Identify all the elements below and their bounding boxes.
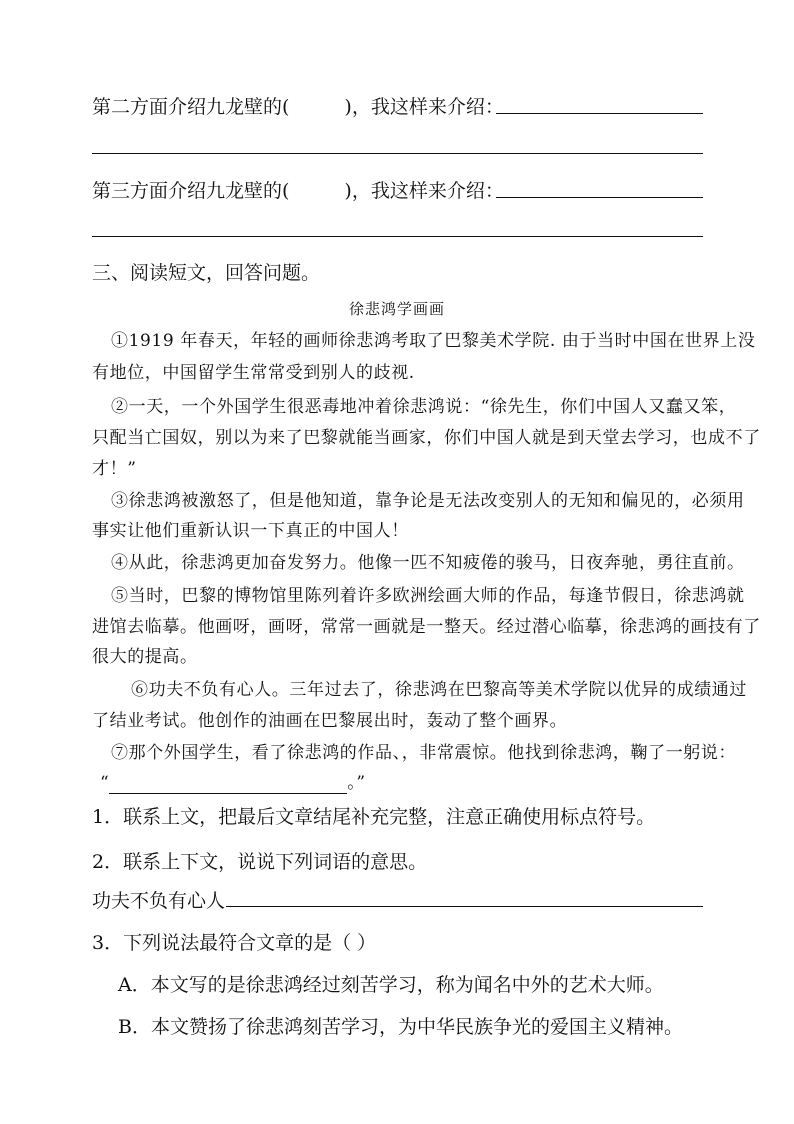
line-suffix: )，我这样来介绍：	[344, 180, 504, 202]
paragraph-line: 事实让他们重新认识一下真正的中国人！	[92, 521, 409, 541]
line-prefix: 第三方面介绍九龙壁的(	[92, 180, 290, 202]
paragraph-line: ③徐悲鸿被激怒了，但是他知道，靠争论是无法改变别人的无知和偏见的，必须用	[111, 491, 745, 511]
paragraph-line: 只配当亡国奴，别以为来了巴黎就能当画家，你们中国人就是到天堂去学习，也成不了	[92, 428, 761, 448]
quote-answer-blank[interactable]	[109, 773, 347, 794]
paragraph-line: ①1919 年春天，年轻的画师徐悲鸿考取了巴黎美术学院. 由于当时中国在世界上没	[111, 331, 756, 351]
line-suffix: )，我这样来介绍：	[344, 96, 504, 118]
paragraph-line: ④从此，徐悲鸿更加奋发努力。他像一匹不知疲倦的骏马，日夜奔驰，勇往直前。	[111, 553, 745, 573]
question-2-answer-line[interactable]	[226, 906, 703, 907]
paragraph-line: 有地位，中国留学生常常受到别人的歧视.	[92, 363, 415, 383]
answer-blank-second-aspect[interactable]	[496, 113, 703, 114]
fill-in-line-second-aspect	[92, 92, 504, 119]
question-2-term: 功夫不负有心人	[92, 890, 226, 912]
section-heading: 三、阅读短文，回答问题。	[92, 262, 321, 284]
paragraph-line: ⑦那个外国学生，看了徐悲鸿的作品、，非常震惊。他找到徐悲鸿，鞠了一躬说：	[111, 743, 737, 763]
paragraph-line: 很大的提高。	[92, 647, 198, 667]
fill-in-line-third-aspect	[92, 176, 504, 203]
quote-close: 。”	[347, 773, 366, 793]
article-title: 徐悲鸿学画画	[348, 300, 445, 318]
question-3-option-b[interactable]: B．本文赞扬了徐悲鸿刻苦学习，为中华民族争光的爱国主义精神。	[118, 1016, 683, 1038]
question-1: 1．联系上文，把最后文章结尾补充完整，注意正确使用标点符号。	[92, 806, 656, 828]
answer-blank-third-aspect[interactable]	[496, 197, 703, 198]
paragraph-line: ⑥功夫不负有心人。三年过去了，徐悲鸿在巴黎高等美术学院以优异的成绩通过	[131, 680, 747, 700]
paragraph-line: 了结业考试。他创作的油画在巴黎展出时，轰动了整个画界。	[92, 711, 568, 731]
answer-line-second-aspect[interactable]	[92, 153, 703, 154]
paragraph-line: ⑤当时，巴黎的博物馆里陈列着许多欧洲绘画大师的作品，每逢节假日，徐悲鸿就	[111, 586, 745, 606]
line-prefix: 第二方面介绍九龙壁的(	[92, 96, 290, 118]
question-3: 3．下列说法最符合文章的是（ ）	[92, 932, 377, 954]
quote-fill-line	[100, 768, 366, 794]
paragraph-line: 才！”	[92, 459, 137, 479]
question-3-option-a[interactable]: A．本文写的是徐悲鸿经过刻苦学习，称为闻名中外的艺术大师。	[118, 974, 664, 996]
question-2: 2．联系上下文，说说下列词语的意思。	[92, 851, 428, 873]
answer-line-third-aspect[interactable]	[92, 236, 703, 237]
paragraph-line: 进馆去临摹。他画呀，画呀，常常一画就是一整天。经过潜心临摹，徐悲鸿的画技有了	[92, 617, 761, 637]
paragraph-line: ②一天，一个外国学生很恶毒地冲着徐悲鸿说：“徐先生，你们中国人又蠢又笨，	[111, 397, 737, 417]
quote-open: “	[100, 773, 110, 793]
